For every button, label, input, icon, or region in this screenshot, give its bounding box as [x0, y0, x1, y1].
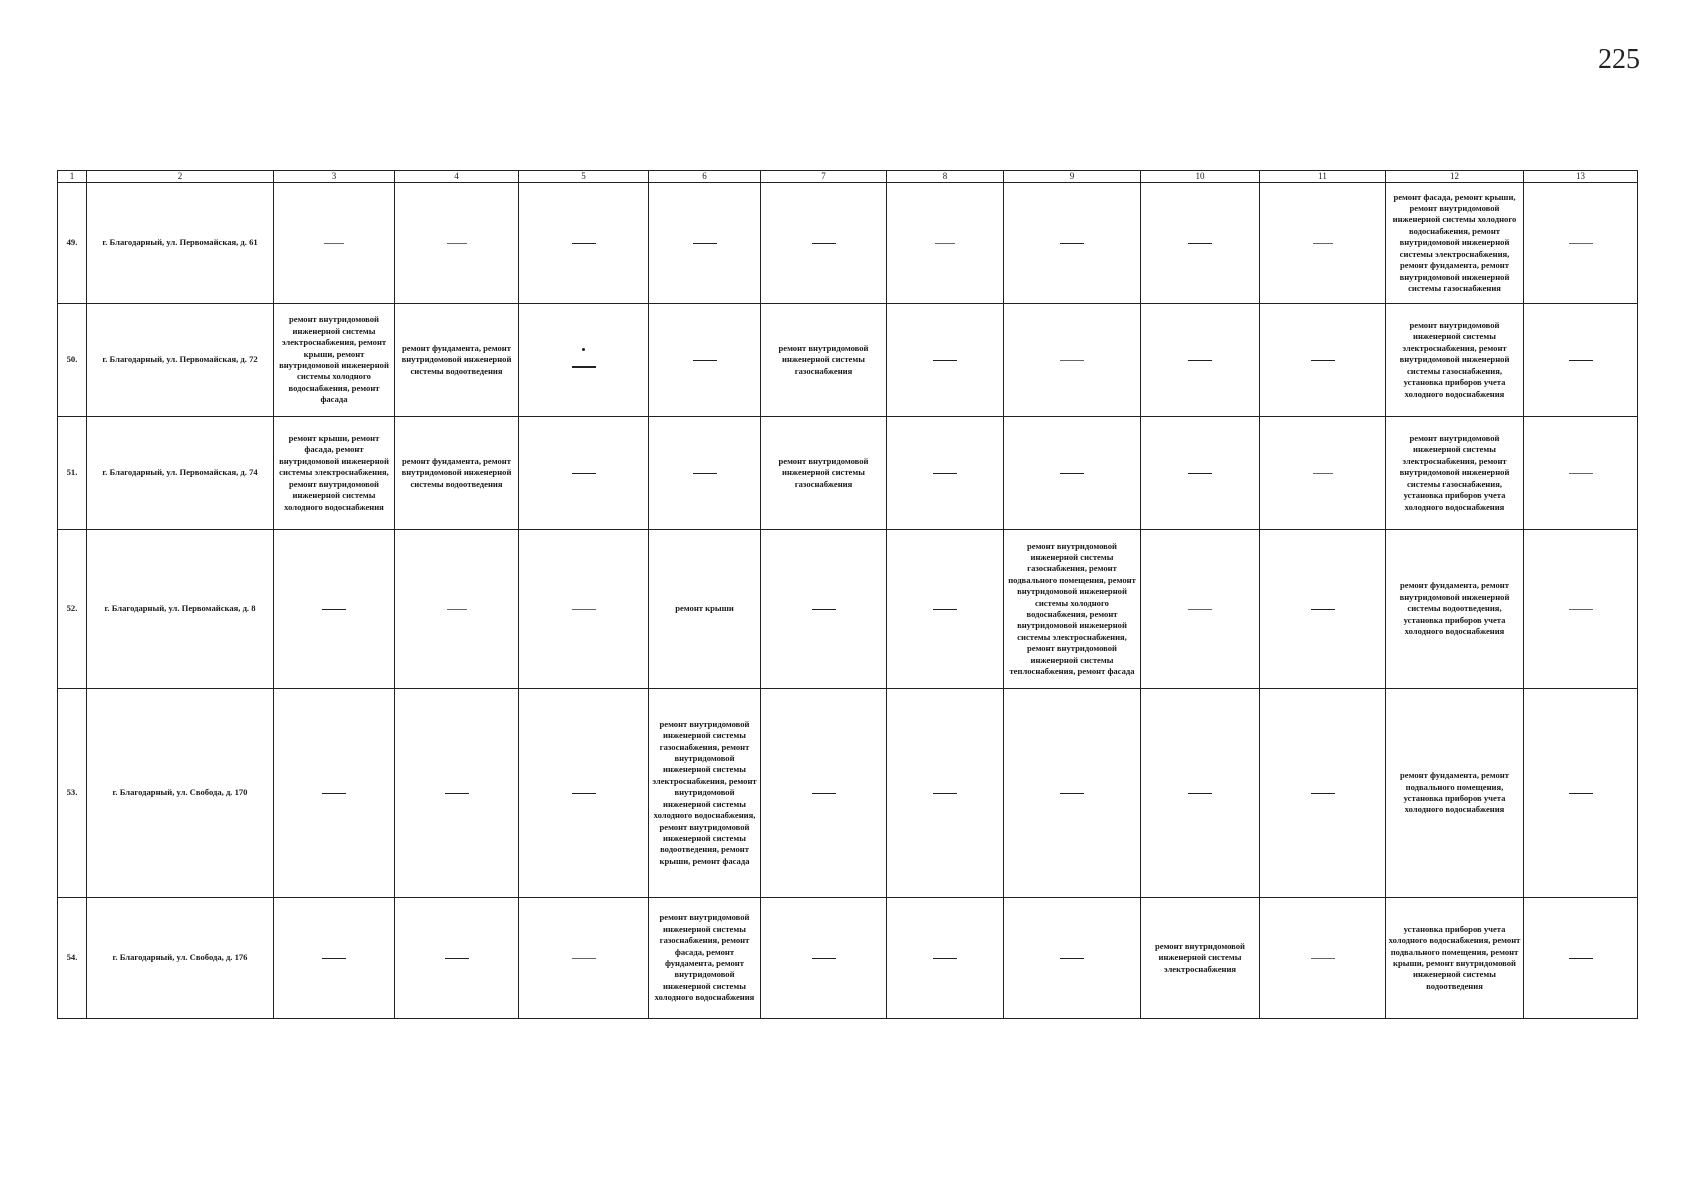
- dash-mark: [1060, 473, 1084, 475]
- cell: [1260, 689, 1386, 898]
- row-number: 52.: [58, 530, 87, 689]
- dash-mark: [812, 793, 836, 795]
- dot-mark: [582, 348, 585, 351]
- cell: [761, 530, 887, 689]
- cell: [1524, 417, 1638, 530]
- dash-mark: [1569, 793, 1593, 795]
- table-row: [58, 898, 1638, 1019]
- col-header-7: 7: [761, 171, 887, 183]
- cell: [274, 689, 395, 898]
- dash-mark: [812, 958, 836, 960]
- cell: [1004, 304, 1141, 417]
- dash-mark: [447, 609, 467, 610]
- dash-mark: [447, 243, 467, 244]
- cell: [274, 898, 395, 1019]
- address-cell: г. Благодарный, ул. Свобода, д. 176: [87, 898, 274, 1019]
- cell: [1524, 304, 1638, 417]
- dash-mark: [322, 609, 346, 611]
- cell: [1260, 417, 1386, 530]
- dash-mark: [933, 473, 957, 475]
- dash-mark: [933, 360, 957, 362]
- cell: [274, 183, 395, 304]
- row-number: 50.: [58, 304, 87, 417]
- cell: [1004, 417, 1141, 530]
- cell: [395, 530, 519, 689]
- dash-mark: [1313, 473, 1333, 474]
- dash-mark: [572, 366, 596, 368]
- dash-mark: [445, 793, 469, 795]
- dash-mark: [1311, 793, 1335, 795]
- cell: [649, 183, 761, 304]
- cell: [887, 689, 1004, 898]
- cell: [1260, 183, 1386, 304]
- cell: [1524, 183, 1638, 304]
- works-cell: ремонт внутридомовой инженерной системы газоснабжения: [761, 304, 887, 417]
- col-header-2: 2: [87, 171, 274, 183]
- table-row: [58, 689, 1638, 898]
- works-cell: ремонт фундамента, ремонт внутридомовой инженерной системы водоотведения, установка приборов учета холодного водоснабжения: [1386, 530, 1524, 689]
- dash-mark: [1569, 609, 1593, 610]
- col-header-4: 4: [395, 171, 519, 183]
- dash-mark: [1569, 958, 1593, 960]
- cell: [519, 183, 649, 304]
- works-cell: ремонт крыши: [649, 530, 761, 689]
- dash-mark: [1060, 360, 1084, 361]
- cell: [1004, 689, 1141, 898]
- works-cell: ремонт внутридомовой инженерной системы электроснабжения, ремонт внутридомовой инженерной системы газоснабжения, установка приборов учета холодного водоснабжения: [1386, 417, 1524, 530]
- dash-mark: [1188, 473, 1212, 475]
- works-cell: ремонт внутридомовой инженерной системы газоснабжения, ремонт внутридомовой инженерной системы электроснабжения, ремонт внутридомовой инженерной системы холодного водоснабжения, ремонт внутридомовой инженерной системы водоотведения, ремонт крыши, ремонт фасада: [649, 689, 761, 898]
- cell: [1524, 689, 1638, 898]
- works-cell: ремонт фундамента, ремонт внутридомовой инженерной системы водоотведения: [395, 304, 519, 417]
- works-cell: ремонт внутридомовой инженерной системы газоснабжения, ремонт подвального помещения, ремонт внутридомовой инженерной системы холодного водоснабжения, ремонт внутридомовой инженерной системы электроснабжения, ремонт внутридомовой инженерной системы теплоснабжения, ремонт фасада: [1004, 530, 1141, 689]
- dash-mark: [572, 473, 596, 475]
- dash-mark: [1569, 360, 1593, 362]
- cell: [519, 530, 649, 689]
- table-row: [58, 417, 1638, 530]
- cell: [887, 304, 1004, 417]
- works-cell: ремонт фундамента, ремонт подвального помещения, установка приборов учета холодного водоснабжения: [1386, 689, 1524, 898]
- dash-mark: [812, 609, 836, 611]
- dash-mark: [445, 958, 469, 960]
- col-header-11: 11: [1260, 171, 1386, 183]
- dash-mark: [572, 243, 596, 245]
- dash-mark: [933, 958, 957, 960]
- col-header-1: 1: [58, 171, 87, 183]
- col-header-13: 13: [1524, 171, 1638, 183]
- cell: [1524, 530, 1638, 689]
- cell: [649, 304, 761, 417]
- dash-mark: [1569, 473, 1593, 474]
- cell: [1141, 304, 1260, 417]
- cell: [887, 417, 1004, 530]
- cell: [395, 898, 519, 1019]
- col-header-8: 8: [887, 171, 1004, 183]
- dash-mark: [1311, 958, 1335, 959]
- address-cell: г. Благодарный, ул. Первомайская, д. 61: [87, 183, 274, 304]
- dash-mark: [693, 473, 717, 475]
- dash-mark: [1311, 609, 1335, 611]
- col-header-12: 12: [1386, 171, 1524, 183]
- cell: [1004, 898, 1141, 1019]
- works-cell: ремонт внутридомовой инженерной системы газоснабжения: [761, 417, 887, 530]
- dash-mark: [572, 958, 596, 959]
- works-cell: ремонт внутридомовой инженерной системы электроснабжения: [1141, 898, 1260, 1019]
- address-cell: г. Благодарный, ул. Первомайская, д. 8: [87, 530, 274, 689]
- cell: [1141, 530, 1260, 689]
- table-row: [58, 183, 1638, 304]
- dash-mark: [933, 793, 957, 795]
- cell: [1141, 689, 1260, 898]
- page-number: 225: [1598, 44, 1640, 75]
- row-number: 54.: [58, 898, 87, 1019]
- cell: [887, 530, 1004, 689]
- cell: [1260, 530, 1386, 689]
- col-header-5: 5: [519, 171, 649, 183]
- cell: [395, 689, 519, 898]
- dash-mark: [572, 609, 596, 610]
- works-cell: ремонт внутридомовой инженерной системы электроснабжения, ремонт крыши, ремонт внутридомовой инженерной системы холодного водоснабжения, ремонт фасада: [274, 304, 395, 417]
- cell: [649, 417, 761, 530]
- cell: [1141, 183, 1260, 304]
- dash-mark: [693, 360, 717, 362]
- address-cell: г. Благодарный, ул. Первомайская, д. 74: [87, 417, 274, 530]
- cell: [1260, 898, 1386, 1019]
- dash-mark: [1311, 360, 1335, 362]
- col-header-3: 3: [274, 171, 395, 183]
- dash-mark: [1060, 793, 1084, 795]
- cell: [761, 183, 887, 304]
- table-row: [58, 304, 1638, 417]
- cell: [887, 898, 1004, 1019]
- works-cell: установка приборов учета холодного водоснабжения, ремонт подвального помещения, ремонт крыши, ремонт внутридомовой инженерной системы водоотведения: [1386, 898, 1524, 1019]
- cell: [1260, 304, 1386, 417]
- repair-schedule-table: [57, 170, 1638, 1019]
- cell: [1141, 417, 1260, 530]
- cell: [519, 417, 649, 530]
- works-cell: ремонт фасада, ремонт крыши, ремонт внутридомовой инженерной системы холодного водоснабжения, ремонт внутридомовой инженерной системы электроснабжения, ремонт фундамента, ремонт внутридомовой инженерной системы газоснабжения: [1386, 183, 1524, 304]
- row-number: 49.: [58, 183, 87, 304]
- cell: [761, 689, 887, 898]
- row-number: 53.: [58, 689, 87, 898]
- cell: [519, 898, 649, 1019]
- cell: [274, 530, 395, 689]
- address-cell: г. Благодарный, ул. Свобода, д. 170: [87, 689, 274, 898]
- cell: [1004, 183, 1141, 304]
- dash-mark: [324, 243, 344, 244]
- dash-mark: [1188, 243, 1212, 245]
- dash-mark: [572, 793, 596, 795]
- dash-mark: [322, 958, 346, 960]
- dash-mark: [693, 243, 717, 245]
- cell: [395, 183, 519, 304]
- cell: [1524, 898, 1638, 1019]
- col-header-6: 6: [649, 171, 761, 183]
- dash-mark: [812, 243, 836, 245]
- dash-mark: [1060, 243, 1084, 245]
- cell: [519, 304, 649, 417]
- dash-mark: [322, 793, 346, 795]
- cell: [519, 689, 649, 898]
- works-cell: ремонт внутридомовой инженерной системы электроснабжения, ремонт внутридомовой инженерной системы газоснабжения, установка приборов учета холодного водоснабжения: [1386, 304, 1524, 417]
- dash-mark: [1569, 243, 1593, 244]
- works-cell: ремонт фундамента, ремонт внутридомовой инженерной системы водоотведения: [395, 417, 519, 530]
- dash-mark: [1188, 360, 1212, 362]
- dash-mark: [1060, 958, 1084, 960]
- works-cell: ремонт внутридомовой инженерной системы газоснабжения, ремонт фасада, ремонт фундамента, ремонт внутридомовой инженерной системы холодного водоснабжения: [649, 898, 761, 1019]
- cell: [887, 183, 1004, 304]
- table-row: [58, 530, 1638, 689]
- dash-mark: [933, 609, 957, 611]
- works-cell: ремонт крыши, ремонт фасада, ремонт внутридомовой инженерной системы электроснабжения, ремонт внутридомовой инженерной системы холодного водоснабжения: [274, 417, 395, 530]
- dash-mark: [1313, 243, 1333, 244]
- header-row: [58, 171, 1638, 183]
- cell: [761, 898, 887, 1019]
- dash-mark: [935, 243, 955, 244]
- col-header-9: 9: [1004, 171, 1141, 183]
- col-header-10: 10: [1141, 171, 1260, 183]
- dash-mark: [1188, 793, 1212, 795]
- address-cell: г. Благодарный, ул. Первомайская, д. 72: [87, 304, 274, 417]
- row-number: 51.: [58, 417, 87, 530]
- dash-mark: [1188, 609, 1212, 610]
